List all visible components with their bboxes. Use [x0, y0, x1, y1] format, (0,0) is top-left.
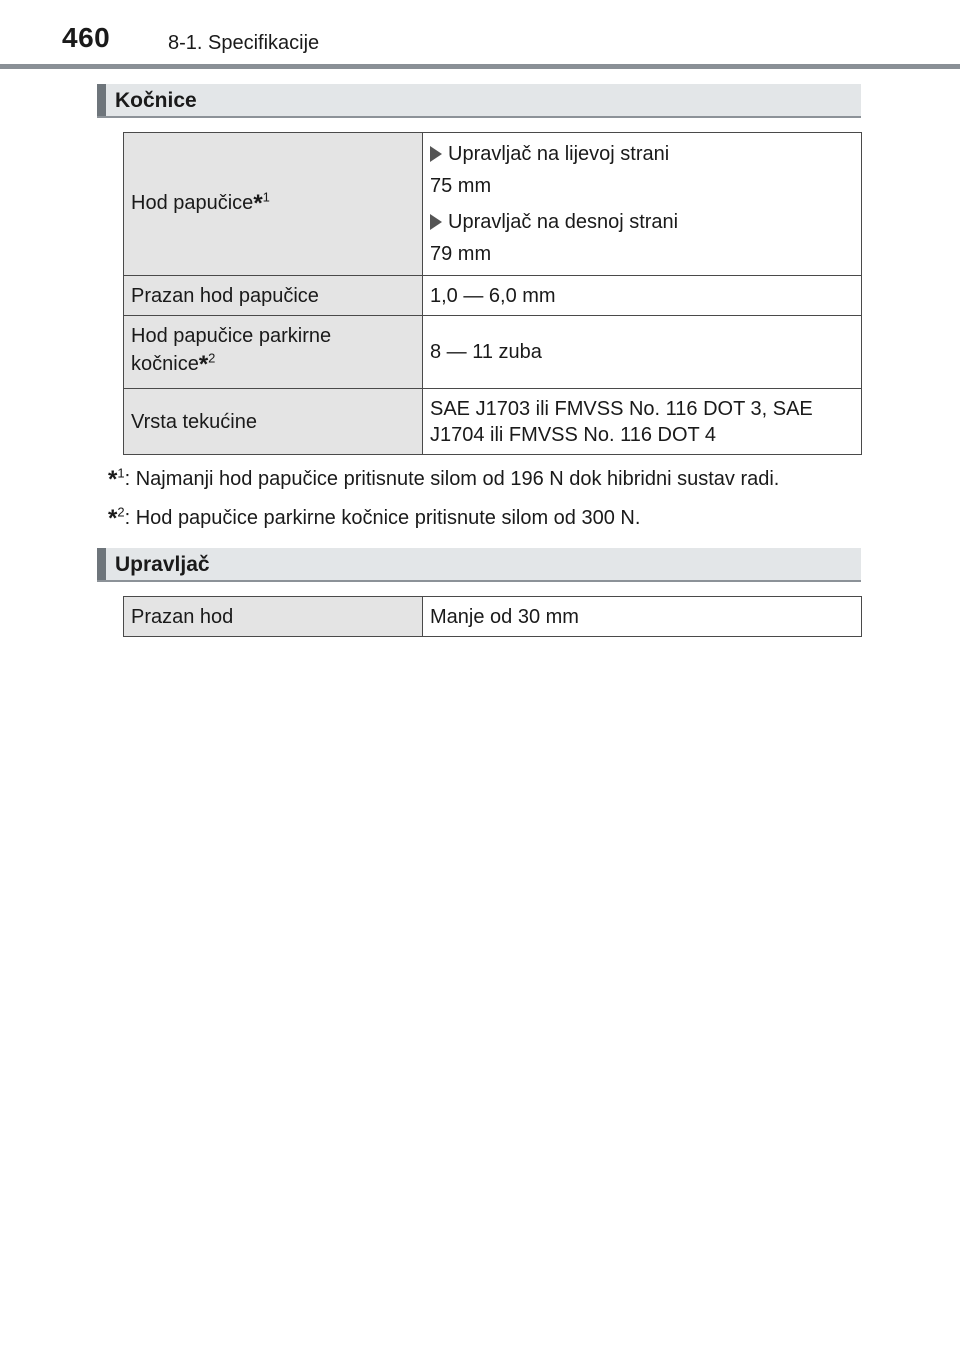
- spec-value: Manje od 30 mm: [423, 597, 862, 637]
- triangle-bullet-icon: [430, 146, 442, 162]
- sub-item-value: 75 mm: [430, 175, 492, 197]
- triangle-bullet-icon: [430, 214, 442, 230]
- footnote-star: *: [198, 351, 209, 379]
- spec-key: Prazan hod: [124, 597, 423, 637]
- spec-value: 8 — 11 zuba: [423, 316, 862, 389]
- spec-value: 1,0 — 6,0 mm: [423, 276, 862, 316]
- sub-item-heading: Upravljač na lijevoj strani: [448, 143, 670, 165]
- section-accent: [97, 84, 106, 116]
- spec-value-line: SAE J1703 ili FMVSS No. 116 DOT 3, SAE: [430, 397, 813, 420]
- footnote-mark: 2: [117, 504, 125, 520]
- table-row: [124, 133, 862, 276]
- sub-item: [430, 141, 854, 167]
- brakes-spec-table: [123, 132, 862, 455]
- spec-value-line: J1704 ili FMVSS No. 116 DOT 4: [430, 423, 717, 446]
- header-rule: [0, 64, 960, 69]
- section-bar-brakes: [97, 84, 861, 118]
- spec-key: [124, 133, 423, 276]
- spec-value: [423, 389, 862, 455]
- spec-key: Vrsta tekućine: [124, 389, 423, 455]
- sub-item: [430, 209, 854, 235]
- footnote-text: : Hod papučice parkirne kočnice pritisnute silom od 300 N.: [124, 507, 641, 529]
- footnote-ref: 1: [262, 189, 270, 205]
- spec-key: [124, 316, 423, 389]
- table-row: [124, 597, 862, 637]
- sub-item-heading: Upravljač na desnoj strani: [448, 211, 679, 233]
- table-row: [124, 389, 862, 455]
- footnote-star: *: [253, 190, 263, 218]
- spec-key-text: Hod papučice: [131, 192, 254, 215]
- section-bar-steering: [97, 548, 861, 582]
- page-number: 460: [62, 22, 111, 53]
- footnote: [108, 466, 779, 494]
- steering-spec-table: [123, 596, 862, 637]
- section-title: Kočnice: [115, 89, 197, 112]
- section-title: Upravljač: [115, 553, 210, 576]
- spec-key-line: Hod papučice parkirne: [131, 325, 332, 348]
- spec-key-text: kočnice: [131, 353, 199, 376]
- footnote: [108, 505, 640, 533]
- footnote-star: *: [108, 505, 118, 532]
- footnote-mark: 1: [117, 465, 125, 481]
- footnote-ref: 2: [208, 350, 216, 366]
- table-row: [124, 316, 862, 389]
- spec-value: [423, 133, 862, 276]
- sub-item-value: 79 mm: [430, 243, 492, 265]
- table-row: [124, 276, 862, 316]
- section-accent: [97, 548, 106, 580]
- footnote-star: *: [108, 466, 118, 493]
- spec-key: Prazan hod papučice: [124, 276, 423, 316]
- chapter-title: 8-1. Specifikacije: [168, 32, 320, 54]
- footnote-text: : Najmanji hod papučice pritisnute silom od 196 N dok hibridni sustav radi.: [124, 468, 780, 490]
- spec-key-line: [131, 349, 415, 380]
